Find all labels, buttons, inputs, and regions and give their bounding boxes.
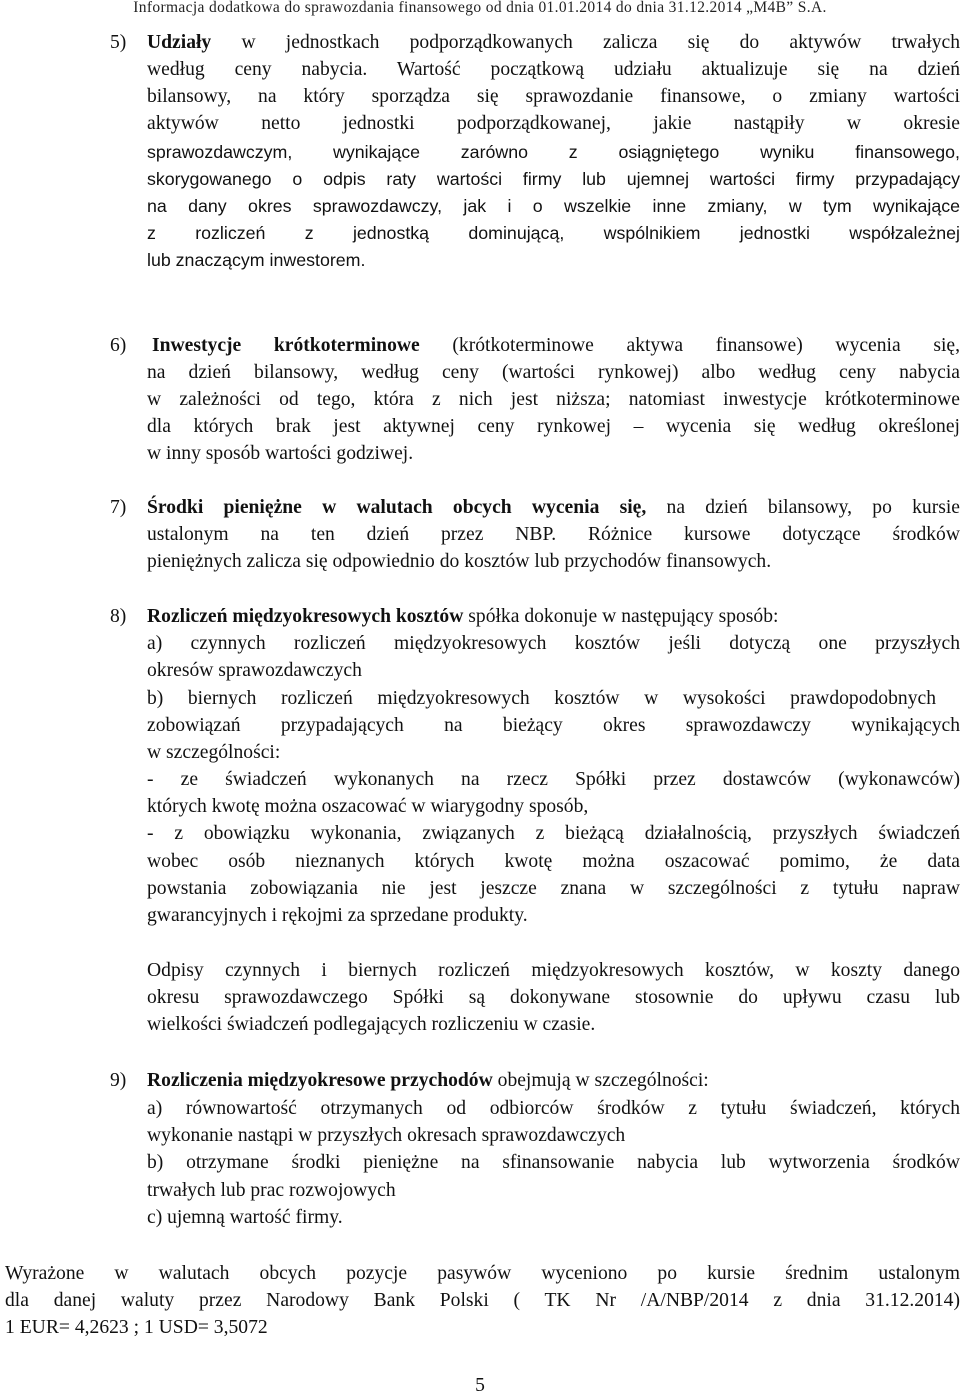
item-5-line-9: lub znaczącym inwestorem.	[147, 250, 366, 270]
item-7-line-1: Środki pieniężne w walutach obcych wycenia się, na dzień bilansowy, po kursie	[147, 497, 960, 518]
item-6-line-3: w zależności od tego, która z nich jest niższa; natomiast inwestycje krótkoterminowe	[147, 389, 960, 410]
item-6-line-5: w inny sposób wartości godziwej.	[147, 443, 414, 464]
item-8-paragraph-2-line-1: Odpisy czynnych i biernych rozliczeń międzyokresowych kosztów, w koszty danego	[147, 960, 960, 981]
page-header: Informacja dodatkowa do sprawozdania finansowego od dnia 01.01.2014 do dnia 31.12.2014 „M4B” S.A.	[133, 0, 827, 16]
closing-line-2: dla danej waluty przez Narodowy Bank Polski ( TK Nr /A/NBP/2014 z dnia 31.12.2014)	[5, 1290, 960, 1311]
item-number: 7)	[110, 497, 127, 518]
item-5-line-5: sprawozdawczym, wynikające zarówno z osiągniętego wyniku finansowego,	[147, 142, 960, 162]
item-5-line-3: bilansowy, na który sporządza się sprawozdanie finansowe, o zmiany wartości	[147, 86, 960, 107]
item-6-line-4: dla których brak jest aktywnej ceny rynkowej – wycenia się według określonej	[147, 416, 960, 437]
item-5-line-1: Udziały w jednostkach podporządkowanych zalicza się do aktywów trwałych	[147, 32, 960, 53]
item-8-line-1: Rozliczeń międzyokresowych kosztów spółka dokonuje w następujący sposób:	[147, 606, 779, 627]
item-5-line-8: z rozliczeń z jednostką dominującą, wspólnikiem jednostki współzależnej	[147, 223, 960, 243]
item-number: 5)	[110, 32, 127, 53]
item-5-line-6: skorygowanego o odpis raty wartości firmy lub ujemnej wartości firmy przypadający	[147, 169, 960, 189]
item-8-line-6: w szczególności:	[147, 742, 281, 763]
closing-line-1: Wyrażone w walutach obcych pozycje pasywów wyceniono po kursie średnim ustalonym	[5, 1263, 960, 1284]
item-9-line-3: wykonanie nastąpi w przyszłych okresach sprawozdawczych	[147, 1125, 626, 1146]
item-8-line-10: wobec osób nieznanych których kwotę można oszacować pomimo, że data	[147, 851, 960, 872]
item-6-line-1: Inwestycje krótkoterminowe (krótkoterminowe aktywa finansowe) wycenia się,	[152, 335, 960, 356]
item-8-line-12: gwarancyjnych i rękojmi za sprzedane produkty.	[147, 905, 528, 926]
item-8-line-5: zobowiązań przypadających na bieżący okres sprawozdawczy wynikających	[147, 715, 960, 736]
item-number: 9)	[110, 1070, 127, 1091]
item-8-line-9: - z obowiązku wykonania, związanych z bieżącą działalnością, przyszłych świadczeń	[147, 823, 960, 844]
item-heading: Udziały	[147, 32, 212, 53]
item-8-line-7: - ze świadczeń wykonanych na rzecz Spółki przez dostawców (wykonawców)	[147, 769, 960, 790]
item-8-line-2: a) czynnych rozliczeń międzyokresowych kosztów jeśli dotyczą one przyszłych	[147, 633, 960, 654]
item-8-paragraph-2-line-2: okresu sprawozdawczego Spółki są dokonywane stosownie do upływu czasu lub	[147, 987, 960, 1008]
item-heading: Inwestycje krótkoterminowe	[152, 335, 420, 356]
item-6-line-2: na dzień bilansowy, według ceny (wartości rynkowej) albo według ceny nabycia	[147, 362, 960, 383]
item-9-line-2: a) równowartość otrzymanych od odbiorców środków z tytułu świadczeń, których	[147, 1098, 960, 1119]
item-8-line-3: okresów sprawozdawczych	[147, 660, 362, 681]
item-heading: Środki pieniężne w walutach obcych wycenia się,	[147, 497, 647, 518]
item-9-line-5: trwałych lub prac rozwojowych	[147, 1180, 396, 1201]
item-heading: Rozliczeń międzyokresowych kosztów	[147, 606, 464, 627]
item-7-line-3: pieniężnych zalicza się odpowiednio do kosztów lub przychodów finansowych.	[147, 551, 772, 572]
item-5-line-2: według ceny nabycia. Wartość początkową udziału aktualizuje się na dzień	[147, 59, 960, 80]
page-number: 5	[475, 1375, 485, 1396]
closing-line-3: 1 EUR= 4,2623 ; 1 USD= 3,5072	[5, 1317, 268, 1338]
item-9-line-1: Rozliczenia międzyokresowe przychodów obejmują w szczególności:	[147, 1070, 709, 1091]
item-8-line-4: b) biernych rozliczeń międzyokresowych kosztów w wysokości prawdopodobnych	[147, 688, 936, 709]
item-7-line-2: ustalonym na ten dzień przez NBP. Różnice kursowe dotyczące środków	[147, 524, 960, 545]
item-8-line-8: których kwotę można oszacować w wiarygodny sposób,	[147, 796, 589, 817]
item-5-line-4: aktywów netto jednostki podporządkowanej, jakie nastąpiły w okresie	[147, 113, 960, 134]
item-8-line-11: powstania zobowiązania nie jest jeszcze znana w szczególności z tytułu napraw	[147, 878, 960, 899]
item-9-line-6: c) ujemną wartość firmy.	[147, 1207, 343, 1228]
item-number: 8)	[110, 606, 127, 627]
item-5-line-7: na dany okres sprawozdawczy, jak i o wszelkie inne zmiany, w tym wynikające	[147, 196, 960, 216]
item-8-paragraph-2-line-3: wielkości świadczeń podlegających rozliczeniu w czasie.	[147, 1014, 596, 1035]
item-9-line-4: b) otrzymane środki pieniężne na sfinansowanie nabycia lub wytworzenia środków	[147, 1152, 960, 1173]
item-number: 6)	[110, 335, 127, 356]
item-heading: Rozliczenia międzyokresowe przychodów	[147, 1070, 493, 1091]
